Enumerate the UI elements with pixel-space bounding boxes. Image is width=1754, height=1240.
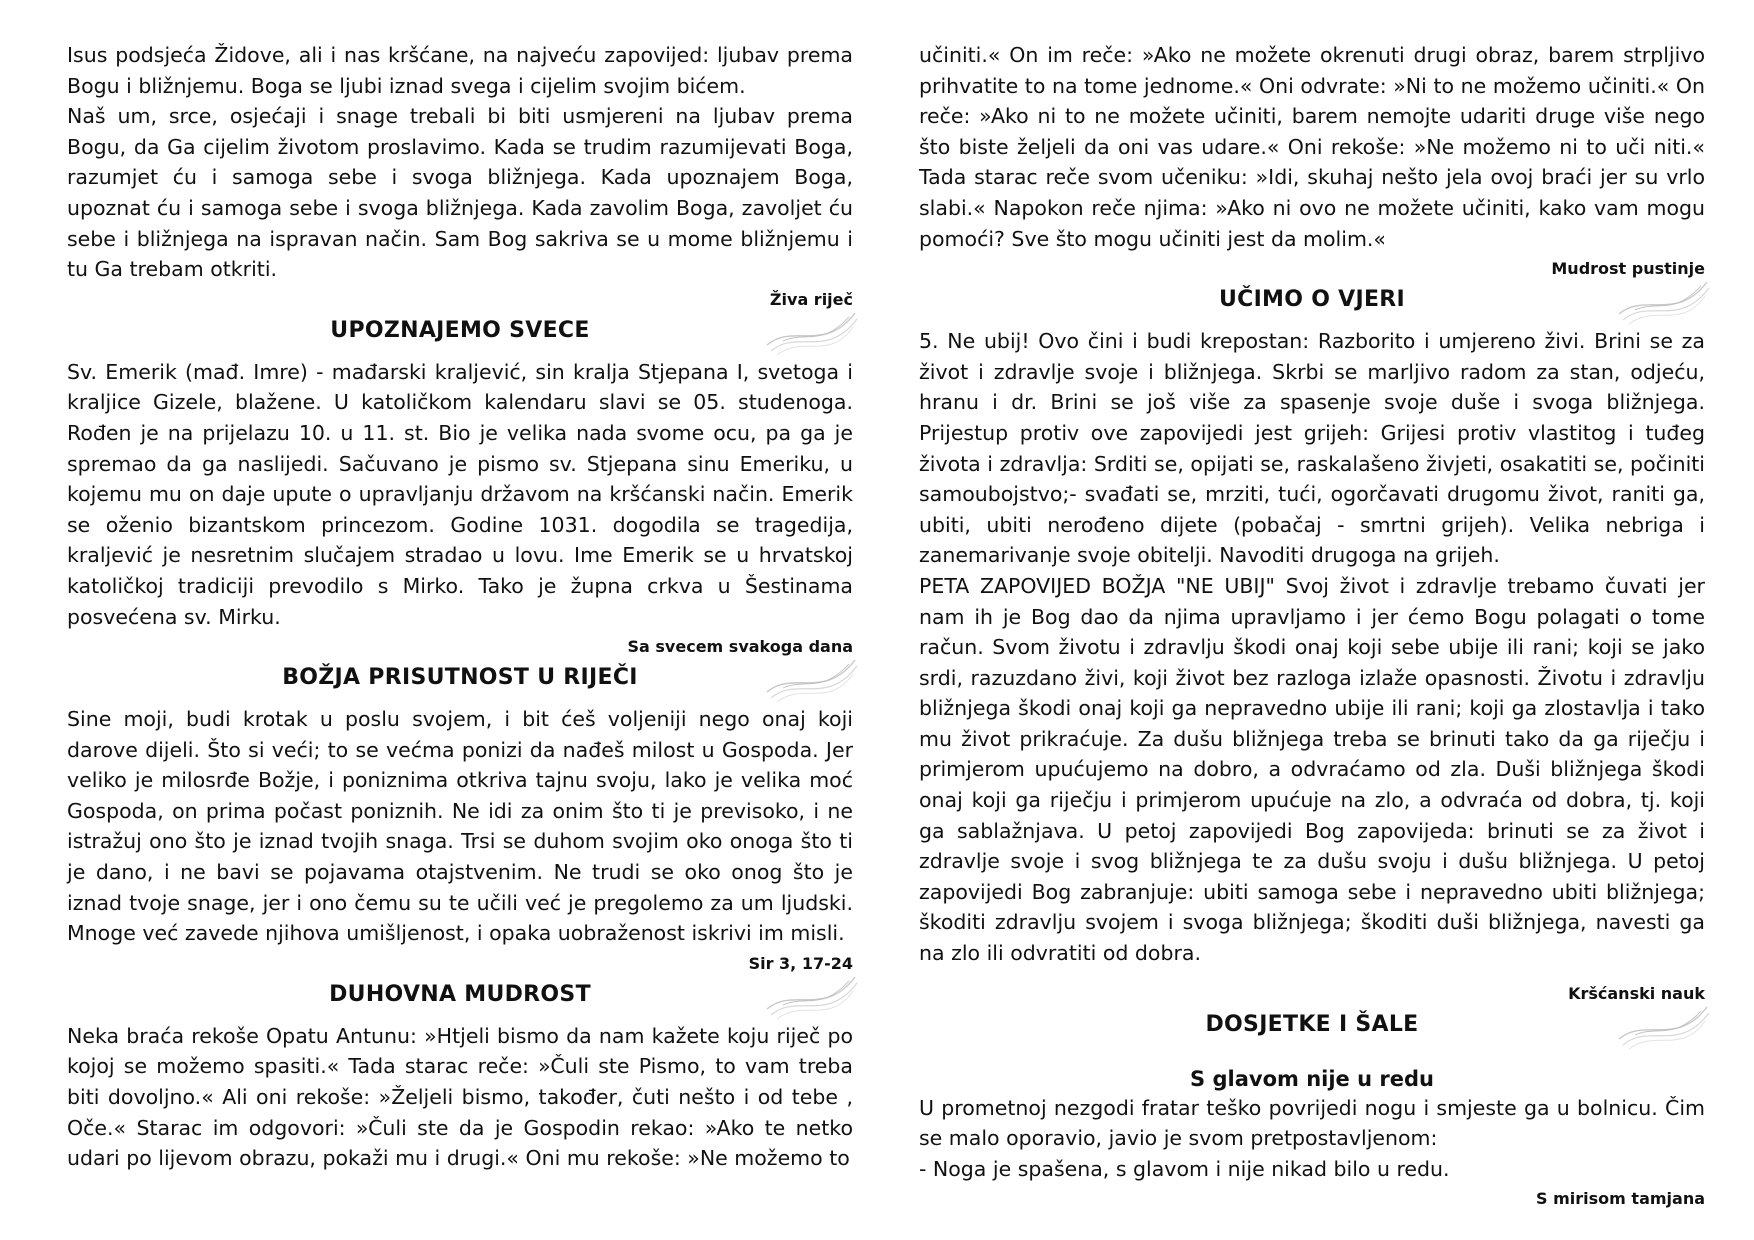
joke-source: S mirisom tamjana [1536, 1189, 1705, 1209]
vjera-source: Kršćanski nauk [1568, 983, 1705, 1003]
section-header-rijec [67, 658, 853, 698]
feather-ornament-icon [1615, 274, 1711, 330]
section-header-sale [919, 1005, 1705, 1045]
section-header-vjera [919, 280, 1705, 320]
vjera-paragraph-2: PETA ZAPOVIJED BOŽJA "NE UBIJ" Svoj život i zdravlje trebamo čuvati jer nam ih je Bog dao da njima upravljamo i jer ćemo Bogu polagati o tome račun. Svom životu i zdravlju škodi onaj koji sebe ubije ili rani; koji se jako srdi, razuzdano živi, koji život bez razloga izlaže opasnosti. Životu i zdravlju bližnjega škodi onaj koji ga nepravedno ubije ili rani; koji ga zlostavlja i tako mu život prikraćuje. Za dušu bližnjega treba se brinuti tako da ga riječju i primjerom upućujemo na dobro, a odvraćamo od zla. Duši bližnjega škodi onaj koji ga riječju i primjerom upućuje na zlo, a odvraća od dobra, tj. koji ga sablažnjava. U petoj zapovijedi Bog zapovijeda: brinuti se za život i zdravlje svoje i svog bližnjega te za dušu svoju i dušu bližnjega. U petoj zapovijedi Bog zabranjuje: ubiti samoga sebe i nepravedno ubiti bližnjega; škoditi zdravlju svojem i svoga bližnjega; škoditi duši bližnjega, navesti ga na zlo ili odvratiti od dobra. [919, 573, 1705, 966]
joke-subtitle: S glavom nije u redu [1190, 1066, 1434, 1091]
vjera-paragraph-1: 5. Ne ubij! Ovo čini i budi krepostan: Razborito i umjereno živi. Brini se za život i zdravlje svoje i bližnjega. Skrbi se marljivo radom za stan, odjeću, hranu i dr. Brini se još više za spasenje svoje duše i svoga bližnjega. Prijestup protiv ove zapovijedi jest grijeh: Grijesi protiv vlastitog i tuđeg života i zdravlja: Srditi se, opijati se, raskalašeno živjeti, osakatiti se, počiniti samoubojstvo;- svađati se, mrziti, tući, ogorčavati drugomu život, raniti ga, ubiti, ubiti nerođeno dijete (pobačaj - smrtni grijeh). Velika nebriga i zanemarivanje svoje obitelji. Navoditi drugoga na grijeh. [919, 329, 1705, 568]
joke-punchline: - Noga je spašena, s glavom i nije nikad bilo u redu. [919, 1156, 1450, 1181]
mudrost-continued-text: učiniti.« On im reče: »Ako ne možete okrenuti drugi obraz, barem strpljivo prihvatite to na tome jednome.« Oni odvrate: »Ni to ne možemo učiniti.« On reče: »Ako ni to ne možete učiniti, barem nemojte udariti druge više nego što biste željeli da oni vas udare.« Oni rekoše: »Ne možemo ni to uči niti.« Tada starac reče svom učeniku: »Idi, skuhaj nešto jela ovoj braći jer su vrlo slabi.« Napokon reče njima: »Ako ni ovo ne možete učiniti, kako vam mogu pomoći? Sve što mogu učiniti jest da molim.« [919, 43, 1705, 251]
right-column [919, 40, 1705, 1210]
feather-ornament-icon [763, 652, 859, 708]
rijec-source: Sir 3, 17-24 [748, 953, 853, 973]
feather-ornament-icon [763, 305, 859, 361]
mudrost-source: Mudrost pustinje [1551, 259, 1705, 279]
intro-paragraph-1: Isus podsjeća Židove, ali i nas kršćane, na najveću zapovijed: ljubav prema Bogu i bližnjemu. Boga se ljubi iznad svega i cijelim svojim bićem. [67, 43, 853, 98]
left-column [67, 40, 853, 1174]
section-title-mudrost: DUHOVNA MUDROST [329, 981, 591, 1007]
svece-text: Sv. Emerik (mađ. Imre) - mađarski kraljević, sin kralja Stjepana I, svetoga i kraljice Gizele, blažene. U katoličkom kalendaru slavi se 05. studenoga. Rođen je na prijelazu 10. u 11. st. Bio je velika nada svome ocu, pa ga je spremao da ga naslijedi. Sačuvano je pismo sv. Stjepana sinu Emeriku, u kojemu mu on daje upute o upravljanju državom na kršćanski način. Emerik se oženio bizantskom princezom. Godine 1031. dogodila se tragedija, kraljević je nesretnim slučajem stradao u lovu. Ime Emerik se u hrvatskoj katoličkoj tradiciji prevodilo s Mirko. Tako je župna crkva u Šestinama posvećena sv. Mirku. [67, 359, 853, 629]
svece-source: Sa svecem svakoga dana [627, 637, 853, 657]
feather-ornament-icon [1615, 999, 1711, 1055]
section-title-svece: UPOZNAJEMO SVECE [330, 317, 590, 343]
rijec-text: Sine moji, budi krotak u poslu svojem, i bit ćeš voljeniji nego onaj koji darove dijeli. Što si veći; to se većma ponizi da nađeš milost u Gospoda. Jer veliko je milosrđe Božje, i poniznima otkriva tajnu svoju, lako je velika moć Gospoda, on prima počast poniznih. Ne idi za onim što ti je previsoko, i ne istražuj ono što je iznad tvojih snaga. Trsi se duhom svojim oko onoga što ti je dano, i ne bavi se pojavama otajstvenim. Ne trudi se oko onog što je iznad tvoje snage, jer i ono čemu su te učili već je pregolemo za um ljudski. Mnoge već zavede njihova umišljenost, i opaka uobraženost iskrivi im misli. [67, 707, 853, 946]
intro-paragraph-2: Naš um, srce, osjećaji i snage trebali bi biti usmjereni na ljubav prema Bogu, da Ga cijelim životom proslavimo. Kada se trudim razumijevati Boga, razumjet ću i samoga sebe i svoga bližnjega. Kada upoznajem Boga, upoznat ću i samoga sebe i svoga bližnjega. Kada zavolim Boga, zavoljet ću sebe i bližnjega na ispravan način. Sam Bog sakriva se u mome bližnjemu i tu Ga trebam otkriti. [67, 104, 853, 282]
section-title-rijec: BOŽJA PRISUTNOST U RIJEČI [282, 665, 638, 691]
section-title-vjera: UČIMO O VJERI [1218, 287, 1406, 313]
mudrost-text: Neka braća rekoše Opatu Antunu: »Htjeli bismo da nam kažete koju riječ po kojoj se možemo spasiti.« Tada starac reče: »Čuli ste Pismo, to vam treba biti dovoljno.« Ali oni rekoše: »Željeli bismo, također, čuti nešto i od tebe , Oče.« Starac im odgovori: »Čuli ste da je Gospodin rekao: »Ako te netko udari po lijevom obrazu, pokaži mu i drugi.« Oni mu rekoše: »Ne možemo to [67, 1023, 853, 1171]
joke-text: U prometnoj nezgodi fratar teško povrijedi nogu i smjeste ga u bolnicu. Čim se malo oporavio, javio je svom pretpostavljenom: [919, 1095, 1705, 1151]
section-header-svece [67, 311, 853, 351]
section-header-mudrost [67, 975, 853, 1015]
section-title-sale: DOSJETKE I ŠALE [1205, 1011, 1419, 1037]
feather-ornament-icon [763, 969, 859, 1025]
intro-source: Živa riječ [769, 289, 853, 309]
